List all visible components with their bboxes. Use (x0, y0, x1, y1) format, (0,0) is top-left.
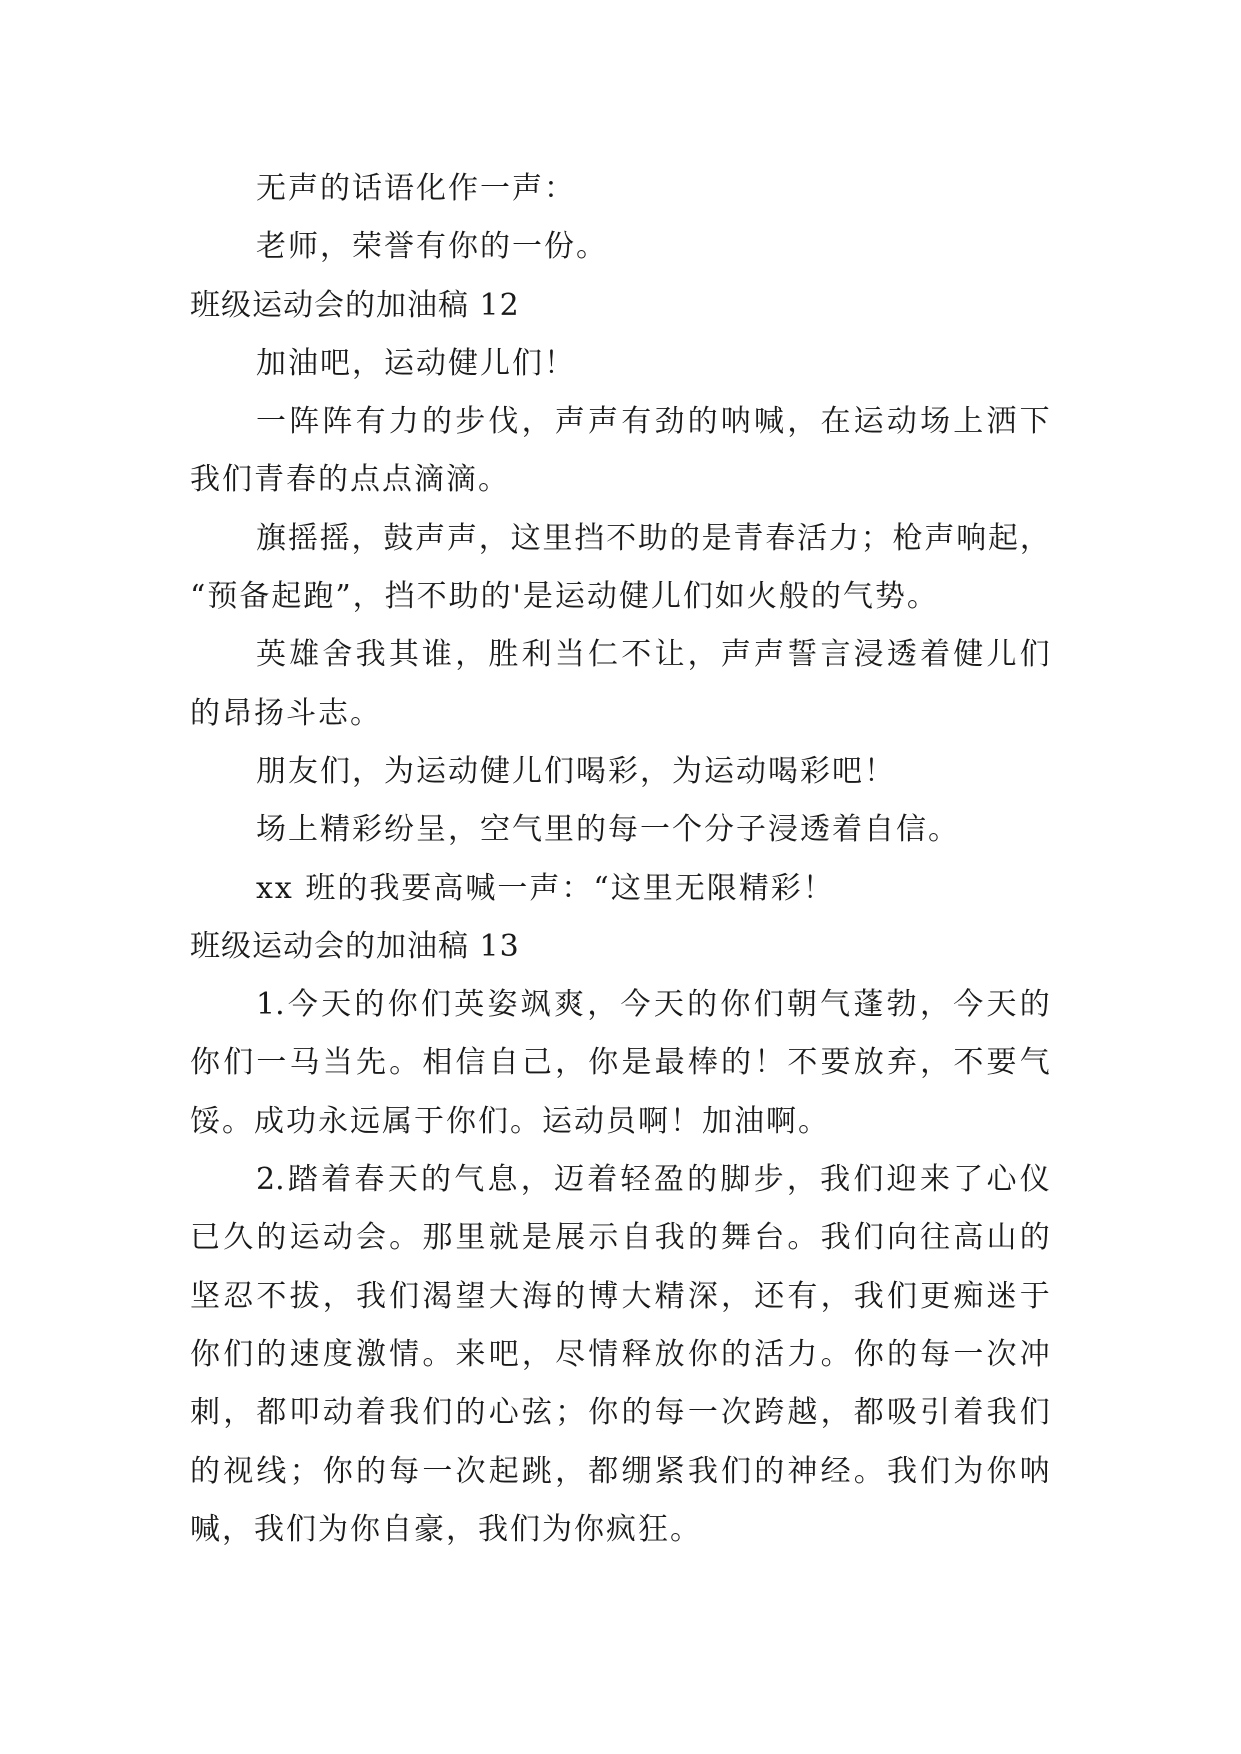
paragraph-line: 2. 踏 着 春 天 的 气 息 ， 迈 着 轻 盈 的 脚 步 ， 我 们 迎 来 了 心 仪 (256, 1162, 1050, 1198)
paragraph-line: 旗 摇 摇 ， 鼓 声 声 ， 这 里 挡 不 助 的 是 青 春 活 力 ； 枪 声 响 起 ， (256, 520, 1050, 556)
paragraph-line: 我们青春的点点滴滴。 (190, 462, 510, 498)
paragraph-line: 刺 ， 都 叩 动 着 我 们 的 心 弦 ； 你 的 每 一 次 跨 越 ， 都 吸 引 着 我 们 (190, 1395, 1050, 1431)
paragraph-line: “预备起跑”，挡不助的'是运动健儿们如火般的气势。 (190, 579, 939, 615)
paragraph-line: 加油吧，运动健儿们！ (256, 345, 576, 381)
paragraph-line: 已 久 的 运 动 会 。 那 里 就 是 展 示 自 我 的 舞 台 。 我 们 向 往 高 山 的 (190, 1220, 1050, 1256)
paragraph-line: 无声的话语化作一声： (256, 171, 576, 206)
section-heading: 班级运动会的加油稿 13 (190, 928, 520, 964)
section-heading: 班级运动会的加油稿 12 (190, 287, 520, 323)
document-body (190, 160, 1050, 1559)
paragraph-line: 老师，荣誉有你的一份。 (256, 229, 608, 265)
paragraph-line: 1. 今 天 的 你 们 英 姿 飒 爽 ， 今 天 的 你 们 朝 气 蓬 勃 ， 今 天 的 (256, 987, 1050, 1023)
paragraph-line: 喊，我们为你自豪，我们为你疯狂。 (190, 1511, 702, 1547)
paragraph-line: 的昂扬斗志。 (190, 695, 382, 731)
paragraph-line: 的 视 线 ； 你 的 每 一 次 起 跳 ， 都 绷 紧 我 们 的 神 经 。 我 们 为 你 呐 (190, 1453, 1050, 1489)
paragraph-line: xx 班的我要高喊一声：“这里无限精彩！ (256, 870, 835, 906)
paragraph-line: 英 雄 舍 我 其 谁 ， 胜 利 当 仁 不 让 ， 声 声 誓 言 浸 透 着 健 儿 们 (256, 637, 1050, 673)
paragraph-line: 馁。成功永远属于你们。运动员啊！加油啊。 (190, 1103, 830, 1139)
paragraph-line: 你 们 一 马 当 先 。 相 信 自 己 ， 你 是 最 棒 的 ！ 不 要 放 弃 ， 不 要 气 (190, 1045, 1050, 1081)
paragraph-line: 一 阵 阵 有 力 的 步 伐 ， 声 声 有 劲 的 呐 喊 ， 在 运 动 场 上 洒 下 (256, 404, 1050, 440)
paragraph-line: 场上精彩纷呈，空气里的每一个分子浸透着自信。 (256, 812, 960, 848)
paragraph-line: 坚 忍 不 拔 ， 我 们 渴 望 大 海 的 博 大 精 深 ， 还 有 ， 我 们 更 痴 迷 于 (190, 1278, 1050, 1314)
paragraph-line: 你 们 的 速 度 激 情 。 来 吧 ， 尽 情 释 放 你 的 活 力 。 你 的 每 一 次 冲 (190, 1336, 1050, 1372)
paragraph-line: 朋友们，为运动健儿们喝彩，为运动喝彩吧！ (256, 753, 896, 789)
